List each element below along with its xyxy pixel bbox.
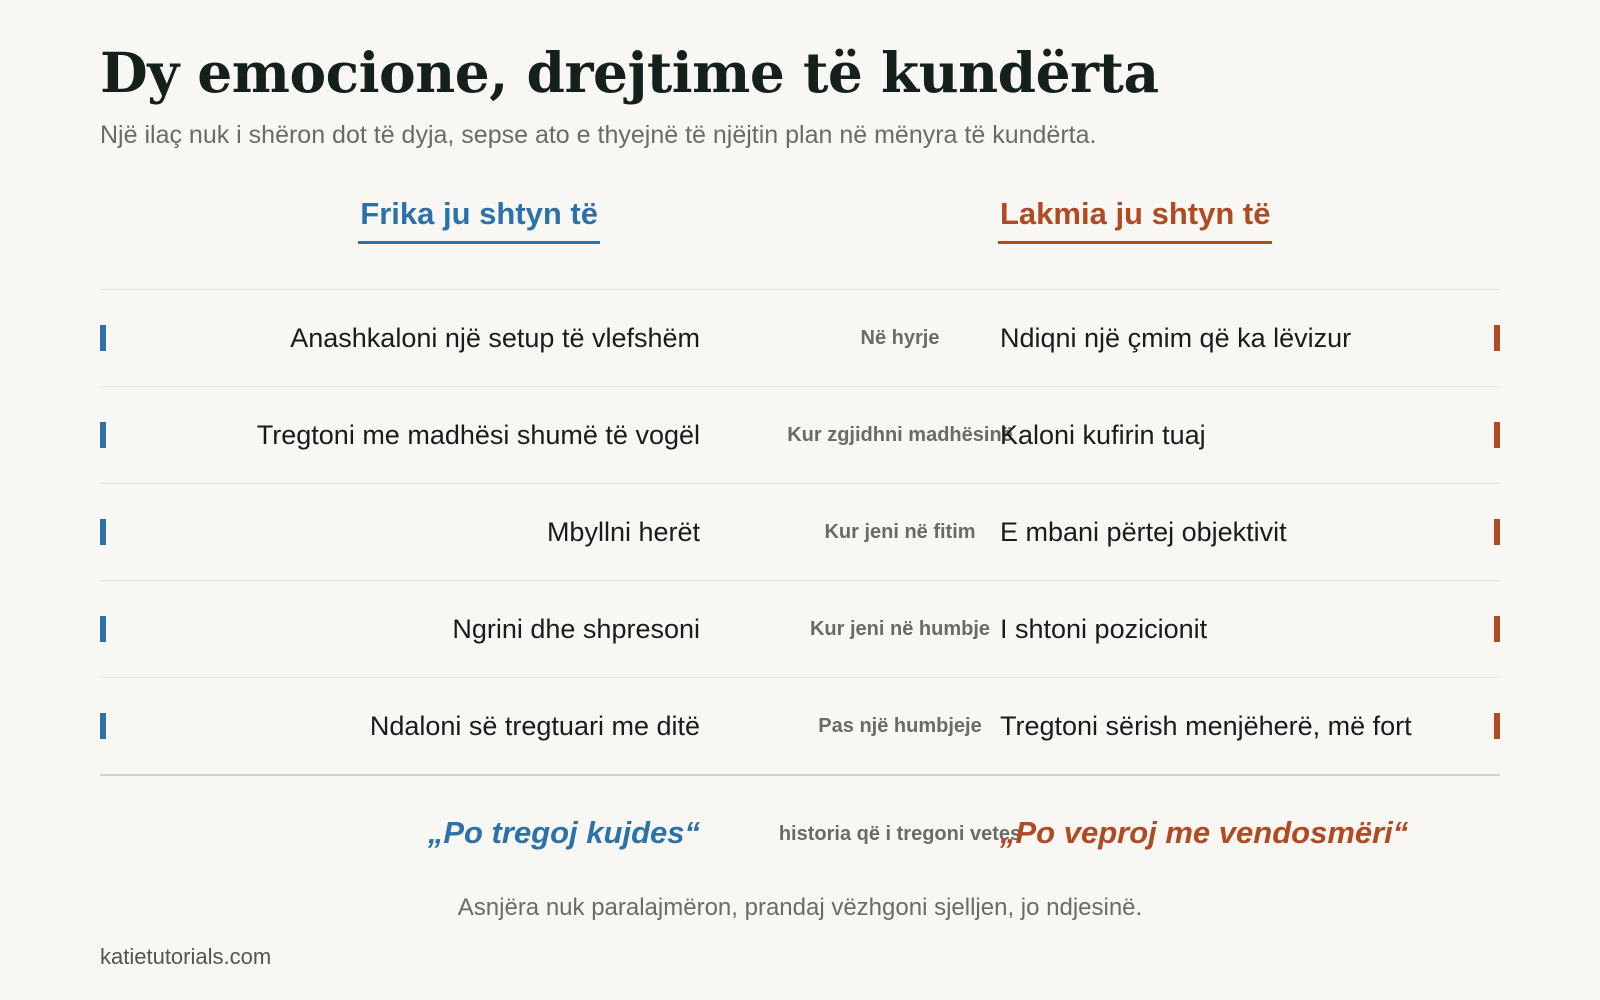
story-row <box>100 815 1500 857</box>
fear-behavior: Ndaloni së tregtuari me ditë <box>369 711 700 741</box>
greed-behavior: Kaloni kufirin tuaj <box>1000 420 1206 450</box>
comparison-table <box>100 289 1500 776</box>
greed-marker <box>1494 713 1500 739</box>
story-label: historia që i tregoni vetes <box>778 823 1022 845</box>
fear-behavior: Ngrini dhe shpresoni <box>452 614 700 644</box>
comparison-row <box>100 580 1500 677</box>
greed-behavior: E mbani përtej objektivit <box>1000 517 1287 547</box>
greed-marker <box>1494 325 1500 351</box>
comparison-row <box>100 677 1500 776</box>
fear-marker <box>100 713 106 739</box>
fear-behavior: Anashkaloni një setup të vlefshëm <box>290 323 700 353</box>
moment-label: Kur jeni në humbje <box>809 618 991 640</box>
greed-story-quote: „Po veproj me vendosmëri“ <box>1000 815 1409 850</box>
comparison-row <box>100 386 1500 483</box>
infographic <box>100 0 1500 1000</box>
moment-label: Në hyrje <box>860 327 940 349</box>
source-credit: katietutorials.com <box>100 944 272 969</box>
greed-marker <box>1494 519 1500 545</box>
greed-behavior: Ndiqni një çmim që ka lëvizur <box>1000 323 1352 353</box>
moment-label: Kur zgjidhni madhësinë <box>787 424 1013 446</box>
fear-behavior: Tregtoni me madhësi shumë të vogël <box>256 420 700 450</box>
greed-column-heading: Lakmia ju shtyn të <box>998 196 1272 244</box>
fear-marker <box>100 422 106 448</box>
fear-marker <box>100 325 106 351</box>
fear-behavior: Mbyllni herët <box>546 517 700 547</box>
fear-story-quote: „Po tregoj kujdes“ <box>427 815 700 850</box>
comparison-row <box>100 483 1500 580</box>
fear-column-heading: Frika ju shtyn të <box>358 196 600 244</box>
greed-behavior: I shtoni pozicionit <box>1000 614 1208 644</box>
page-title: Dy emocione, drejtime të kundërta <box>100 40 1159 105</box>
moment-label: Kur jeni në fitim <box>824 521 976 543</box>
greed-marker <box>1494 422 1500 448</box>
fear-marker <box>100 519 106 545</box>
greed-marker <box>1494 616 1500 642</box>
comparison-row <box>100 289 1500 386</box>
greed-behavior: Tregtoni sërish menjëherë, më fort <box>1000 711 1412 741</box>
moment-label: Pas një humbjeje <box>818 715 982 737</box>
footnote: Asnjëra nuk paralajmëron, prandaj vëzhgoni sjelljen, jo ndjesinë. <box>457 894 1143 921</box>
page-subtitle: Një ilaç nuk i shëron dot të dyja, sepse ato e thyejnë të njëjtin plan në mënyra të kundërta. <box>100 121 1097 149</box>
fear-marker <box>100 616 106 642</box>
